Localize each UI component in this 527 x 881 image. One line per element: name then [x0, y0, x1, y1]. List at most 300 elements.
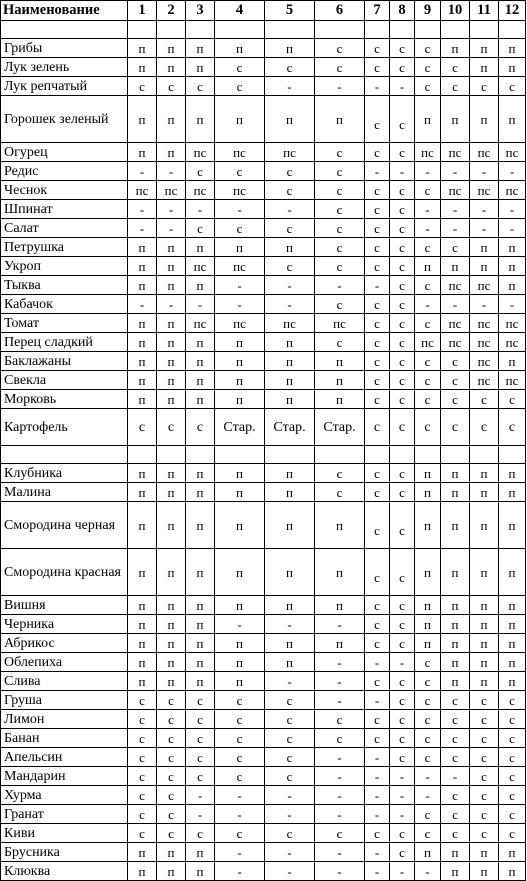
month-value-cell: с	[470, 767, 499, 786]
empty-cell	[186, 21, 215, 39]
month-value-cell: п	[315, 502, 365, 549]
month-value-cell: с	[415, 352, 441, 371]
month-value-cell: п	[415, 549, 441, 596]
month-value-cell: п	[186, 371, 215, 390]
table-row	[1, 748, 526, 767]
month-value-cell: п	[186, 39, 215, 58]
month-value-cell: с	[265, 257, 315, 276]
month-value-cell: Стар.	[215, 409, 265, 446]
product-name: Банан	[1, 729, 128, 748]
month-value-cell: с	[365, 409, 390, 446]
empty-cell	[441, 21, 470, 39]
product-name: Кабачок	[1, 295, 128, 314]
month-value-cell: пс	[215, 181, 265, 200]
month-value-cell: п	[186, 483, 215, 502]
month-value-cell: с	[390, 143, 415, 162]
month-value-cell: с	[390, 333, 415, 352]
month-value-cell: с	[499, 805, 526, 824]
month-value-cell: с	[499, 390, 526, 409]
month-value-cell: с	[186, 824, 215, 843]
month-value-cell: с	[470, 409, 499, 446]
month-value-cell: с	[390, 39, 415, 58]
month-value-cell: с	[157, 729, 186, 748]
month-value-cell: п	[441, 596, 470, 615]
month-value-cell: п	[215, 96, 265, 143]
month-value-cell: п	[186, 653, 215, 672]
month-value-cell: с	[365, 352, 390, 371]
product-name: Лук зелень	[1, 58, 128, 77]
month-value-cell: -	[215, 295, 265, 314]
month-value-cell: с	[215, 767, 265, 786]
month-value-cell: -	[441, 767, 470, 786]
table-row	[1, 333, 526, 352]
month-value-cell: с	[215, 58, 265, 77]
month-value-cell: с	[499, 409, 526, 446]
month-value-cell: п	[315, 390, 365, 409]
month-value-cell: с	[499, 824, 526, 843]
month-value-cell: с	[441, 371, 470, 390]
month-value-cell: с	[365, 238, 390, 257]
month-value-cell: п	[470, 549, 499, 596]
month-value-cell: п	[499, 502, 526, 549]
month-value-cell: с	[365, 634, 390, 653]
product-name: Клюква	[1, 862, 128, 881]
product-name: Клубника	[1, 464, 128, 483]
month-value-cell: с	[365, 502, 390, 549]
empty-cell	[128, 446, 157, 464]
month-value-cell: п	[265, 634, 315, 653]
month-value-cell: п	[470, 653, 499, 672]
month-value-cell: -	[265, 672, 315, 691]
month-value-cell: -	[186, 200, 215, 219]
month-value-cell: -	[415, 200, 441, 219]
month-value-cell: с	[390, 276, 415, 295]
month-value-cell: пс	[499, 143, 526, 162]
month-value-cell: п	[215, 352, 265, 371]
month-value-cell: п	[128, 596, 157, 615]
month-value-cell: -	[390, 767, 415, 786]
empty-cell	[470, 446, 499, 464]
table-row	[1, 295, 526, 314]
month-value-cell: п	[128, 653, 157, 672]
product-name: Редис	[1, 162, 128, 181]
month-value-cell: с	[441, 786, 470, 805]
month-value-cell: -	[186, 786, 215, 805]
month-value-cell: с	[390, 710, 415, 729]
month-value-cell: п	[157, 143, 186, 162]
month-value-cell: п	[441, 464, 470, 483]
month-value-cell: п	[315, 549, 365, 596]
month-value-cell: п	[265, 653, 315, 672]
table-row	[1, 672, 526, 691]
month-value-cell: с	[365, 615, 390, 634]
month-value-cell: с	[499, 729, 526, 748]
month-value-cell: п	[441, 257, 470, 276]
table-row	[1, 843, 526, 862]
month-value-cell: с	[390, 390, 415, 409]
month-value-cell: с	[415, 729, 441, 748]
month-value-cell: с	[157, 767, 186, 786]
month-value-cell: п	[215, 634, 265, 653]
month-value-cell: -	[128, 295, 157, 314]
product-name: Свекла	[1, 371, 128, 390]
month-value-cell: п	[499, 483, 526, 502]
month-value-cell: с	[390, 843, 415, 862]
month-value-cell: с	[415, 710, 441, 729]
month-value-cell: -	[365, 77, 390, 96]
empty-cell	[441, 446, 470, 464]
month-value-cell: с	[390, 314, 415, 333]
month-value-cell: п	[315, 96, 365, 143]
month-value-cell: пс	[441, 181, 470, 200]
month-value-cell: -	[157, 162, 186, 181]
month-value-cell: пс	[265, 143, 315, 162]
empty-cell	[390, 446, 415, 464]
table-row	[1, 96, 526, 143]
month-value-cell: с	[415, 39, 441, 58]
month-value-cell: с	[365, 390, 390, 409]
table-row	[1, 502, 526, 549]
month-value-cell: п	[128, 276, 157, 295]
month-value-cell: пс	[470, 181, 499, 200]
product-name: Абрикос	[1, 634, 128, 653]
month-value-cell: п	[215, 371, 265, 390]
month-value-cell: с	[499, 77, 526, 96]
month-value-cell: пс	[499, 333, 526, 352]
month-value-cell: п	[128, 483, 157, 502]
month-value-cell: п	[215, 238, 265, 257]
month-value-cell: п	[215, 333, 265, 352]
month-value-cell: п	[186, 672, 215, 691]
table-row	[1, 653, 526, 672]
month-value-cell: пс	[186, 181, 215, 200]
month-value-cell: -	[215, 862, 265, 881]
month-value-cell: с	[441, 748, 470, 767]
month-value-cell: -	[265, 295, 315, 314]
month-value-cell: п	[499, 352, 526, 371]
month-value-cell: п	[215, 390, 265, 409]
month-value-cell: с	[365, 200, 390, 219]
month-value-cell: с	[365, 483, 390, 502]
month-value-cell: с	[390, 371, 415, 390]
month-value-cell: с	[415, 748, 441, 767]
month-value-cell: с	[128, 691, 157, 710]
product-name: Апельсин	[1, 748, 128, 767]
header-month: 10	[441, 1, 470, 21]
empty-cell	[1, 446, 128, 464]
month-value-cell: п	[215, 596, 265, 615]
month-value-cell: п	[186, 862, 215, 881]
month-value-cell: -	[415, 767, 441, 786]
month-value-cell: с	[215, 710, 265, 729]
empty-cell	[186, 446, 215, 464]
month-value-cell: с	[470, 390, 499, 409]
month-value-cell: п	[186, 96, 215, 143]
month-value-cell: п	[186, 333, 215, 352]
month-value-cell: с	[365, 672, 390, 691]
month-value-cell: п	[470, 464, 499, 483]
month-value-cell: пс	[470, 333, 499, 352]
month-value-cell: -	[415, 862, 441, 881]
month-value-cell: с	[186, 219, 215, 238]
month-value-cell: с	[441, 805, 470, 824]
month-value-cell: -	[365, 786, 390, 805]
month-value-cell: с	[186, 710, 215, 729]
month-value-cell: п	[186, 634, 215, 653]
month-value-cell: с	[390, 409, 415, 446]
product-name: Горошек зеленый	[1, 96, 128, 143]
month-value-cell: -	[470, 200, 499, 219]
month-value-cell: с	[499, 748, 526, 767]
month-value-cell: п	[415, 615, 441, 634]
month-value-cell: -	[390, 862, 415, 881]
month-value-cell: с	[470, 786, 499, 805]
month-value-cell: п	[128, 333, 157, 352]
month-value-cell: с	[215, 219, 265, 238]
product-name: Смородина красная	[1, 549, 128, 596]
month-value-cell: пс	[415, 333, 441, 352]
month-value-cell: пс	[499, 314, 526, 333]
month-value-cell: п	[128, 238, 157, 257]
month-value-cell: -	[365, 805, 390, 824]
month-value-cell: с	[441, 409, 470, 446]
month-value-cell: п	[157, 483, 186, 502]
table-row	[1, 729, 526, 748]
month-value-cell: -	[315, 77, 365, 96]
month-value-cell: -	[315, 767, 365, 786]
month-value-cell: -	[499, 200, 526, 219]
month-value-cell: с	[415, 691, 441, 710]
month-value-cell: -	[186, 805, 215, 824]
table-row	[1, 483, 526, 502]
product-name: Чеснок	[1, 181, 128, 200]
month-value-cell: с	[315, 162, 365, 181]
month-value-cell: с	[390, 295, 415, 314]
month-value-cell: п	[441, 615, 470, 634]
month-value-cell: -	[157, 295, 186, 314]
month-value-cell: с	[215, 748, 265, 767]
month-value-cell: п	[186, 615, 215, 634]
month-value-cell: -	[441, 162, 470, 181]
month-value-cell: п	[441, 653, 470, 672]
product-name: Брусника	[1, 843, 128, 862]
month-value-cell: с	[390, 352, 415, 371]
month-value-cell: с	[415, 276, 441, 295]
month-value-cell: -	[315, 672, 365, 691]
month-value-cell: п	[441, 96, 470, 143]
header-month: 2	[157, 1, 186, 21]
month-value-cell: с	[365, 371, 390, 390]
month-value-cell: с	[157, 77, 186, 96]
table-row	[1, 200, 526, 219]
table-row	[1, 409, 526, 446]
month-value-cell: п	[128, 634, 157, 653]
month-value-cell: с	[470, 691, 499, 710]
month-value-cell: с	[390, 483, 415, 502]
month-value-cell: -	[365, 691, 390, 710]
empty-cell	[499, 446, 526, 464]
table-body	[1, 21, 526, 881]
product-name: Лук репчатый	[1, 77, 128, 96]
table-row	[1, 786, 526, 805]
empty-cell	[215, 446, 265, 464]
product-name: Мандарин	[1, 767, 128, 786]
month-value-cell: -	[365, 748, 390, 767]
month-value-cell: с	[499, 710, 526, 729]
product-name: Картофель	[1, 409, 128, 446]
month-value-cell: с	[415, 824, 441, 843]
month-value-cell: с	[441, 58, 470, 77]
month-value-cell: п	[128, 549, 157, 596]
month-value-cell: с	[265, 748, 315, 767]
month-value-cell: п	[499, 615, 526, 634]
month-value-cell: -	[365, 843, 390, 862]
month-value-cell: с	[186, 77, 215, 96]
month-value-cell: с	[157, 710, 186, 729]
month-value-cell: Стар.	[315, 409, 365, 446]
table-row	[1, 615, 526, 634]
table-row	[1, 390, 526, 409]
month-value-cell: п	[470, 615, 499, 634]
month-value-cell: пс	[157, 181, 186, 200]
product-name: Тыква	[1, 276, 128, 295]
month-value-cell: п	[265, 502, 315, 549]
month-value-cell: с	[390, 549, 415, 596]
month-value-cell: пс	[186, 143, 215, 162]
product-name: Лимон	[1, 710, 128, 729]
month-value-cell: с	[128, 409, 157, 446]
product-name: Баклажаны	[1, 352, 128, 371]
month-value-cell: пс	[315, 314, 365, 333]
month-value-cell: с	[390, 219, 415, 238]
month-value-cell: с	[365, 96, 390, 143]
month-value-cell: с	[390, 596, 415, 615]
month-value-cell: п	[265, 96, 315, 143]
month-value-cell: с	[186, 767, 215, 786]
header-row	[1, 1, 526, 21]
month-value-cell: п	[215, 549, 265, 596]
month-value-cell: п	[128, 615, 157, 634]
month-value-cell: -	[128, 162, 157, 181]
month-value-cell: п	[499, 672, 526, 691]
month-value-cell: п	[157, 390, 186, 409]
month-value-cell: с	[390, 502, 415, 549]
month-value-cell: п	[265, 238, 315, 257]
month-value-cell: п	[415, 596, 441, 615]
product-name: Малина	[1, 483, 128, 502]
table-row	[1, 862, 526, 881]
product-name: Морковь	[1, 390, 128, 409]
empty-cell	[157, 21, 186, 39]
month-value-cell: п	[470, 843, 499, 862]
month-value-cell: п	[441, 843, 470, 862]
month-value-cell: с	[415, 58, 441, 77]
month-value-cell: п	[157, 238, 186, 257]
month-value-cell: с	[415, 390, 441, 409]
product-name: Гранат	[1, 805, 128, 824]
month-value-cell: с	[441, 824, 470, 843]
month-value-cell: с	[470, 748, 499, 767]
month-value-cell: п	[441, 549, 470, 596]
empty-cell	[128, 21, 157, 39]
month-value-cell: с	[315, 483, 365, 502]
month-value-cell: п	[215, 483, 265, 502]
month-value-cell: пс	[441, 143, 470, 162]
table-row	[1, 371, 526, 390]
month-value-cell: п	[157, 596, 186, 615]
product-name: Грибы	[1, 39, 128, 58]
month-value-cell: с	[265, 58, 315, 77]
month-value-cell: с	[390, 96, 415, 143]
month-value-cell: с	[315, 295, 365, 314]
month-value-cell: -	[365, 862, 390, 881]
month-value-cell: п	[186, 464, 215, 483]
month-value-cell: -	[315, 862, 365, 881]
month-value-cell: -	[390, 162, 415, 181]
month-value-cell: с	[365, 143, 390, 162]
empty-cell	[315, 21, 365, 39]
month-value-cell: п	[470, 58, 499, 77]
month-value-cell: -	[265, 786, 315, 805]
month-value-cell: -	[365, 276, 390, 295]
product-name: Укроп	[1, 257, 128, 276]
month-value-cell: с	[265, 710, 315, 729]
month-value-cell: п	[186, 843, 215, 862]
month-value-cell: с	[157, 748, 186, 767]
month-value-cell: с	[415, 314, 441, 333]
month-value-cell: п	[441, 502, 470, 549]
month-value-cell: с	[315, 257, 365, 276]
month-value-cell: п	[186, 549, 215, 596]
month-value-cell: с	[470, 805, 499, 824]
month-value-cell: пс	[470, 143, 499, 162]
month-value-cell: с	[265, 219, 315, 238]
empty-cell	[215, 21, 265, 39]
month-value-cell: п	[415, 634, 441, 653]
month-value-cell: с	[265, 729, 315, 748]
month-value-cell: п	[470, 39, 499, 58]
month-value-cell: с	[186, 409, 215, 446]
month-value-cell: -	[315, 691, 365, 710]
table-row	[1, 39, 526, 58]
month-value-cell: -	[265, 862, 315, 881]
empty-cell	[265, 21, 315, 39]
month-value-cell: с	[441, 352, 470, 371]
month-value-cell: -	[315, 843, 365, 862]
month-value-cell: с	[265, 767, 315, 786]
month-value-cell: с	[470, 77, 499, 96]
month-value-cell: с	[499, 691, 526, 710]
month-value-cell: -	[186, 295, 215, 314]
month-value-cell: -	[315, 748, 365, 767]
month-value-cell: п	[470, 257, 499, 276]
month-value-cell: с	[315, 39, 365, 58]
month-value-cell: -	[265, 805, 315, 824]
month-value-cell: п	[215, 464, 265, 483]
month-value-cell: с	[415, 805, 441, 824]
product-name: Облепиха	[1, 653, 128, 672]
month-value-cell: -	[128, 219, 157, 238]
month-value-cell: п	[215, 39, 265, 58]
month-value-cell: п	[315, 596, 365, 615]
table-row	[1, 276, 526, 295]
month-value-cell: -	[441, 295, 470, 314]
month-value-cell: с	[215, 77, 265, 96]
month-value-cell: с	[128, 805, 157, 824]
month-value-cell: п	[441, 483, 470, 502]
empty-cell	[415, 446, 441, 464]
header-month: 11	[470, 1, 499, 21]
